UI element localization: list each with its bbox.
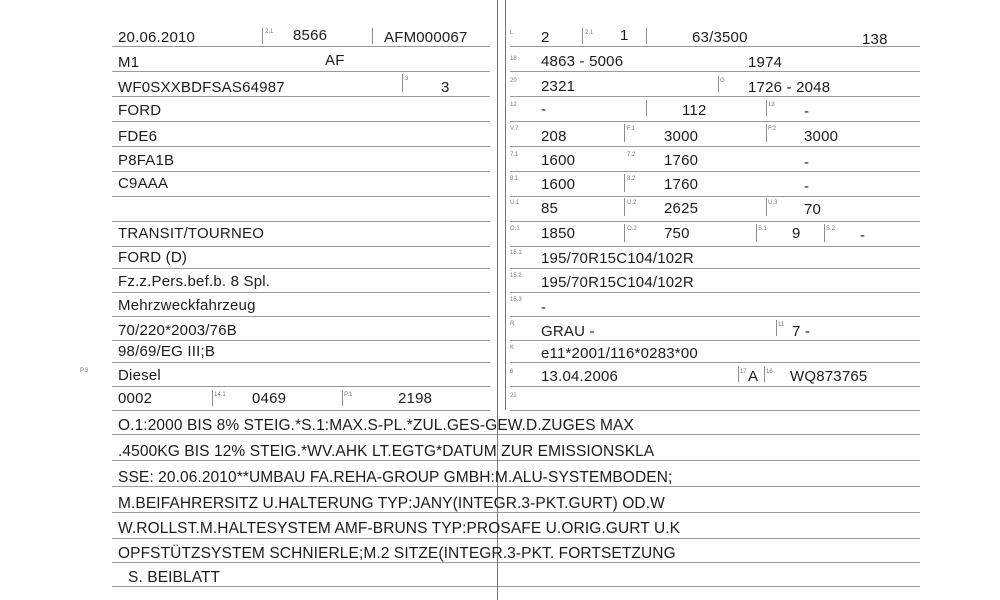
- cell-divider: [372, 28, 373, 44]
- commercial-name: TRANSIT/TOURNEO: [118, 225, 265, 242]
- cell-divider: [776, 320, 777, 336]
- rule: [510, 196, 920, 197]
- tech-mass-2: 3000: [804, 128, 839, 145]
- version: C9AAA: [118, 175, 169, 192]
- field-code: U.3: [768, 200, 778, 206]
- vin: WF0SXXBDFSAS64987: [118, 79, 285, 96]
- u2-value: 2625: [664, 200, 699, 217]
- axle-load-1b: 1760: [664, 152, 699, 169]
- o2-value: 750: [664, 225, 690, 242]
- first-registration-date: 13.04.2006: [541, 368, 619, 385]
- emission-class: 98/69/EG III;B: [118, 343, 216, 360]
- fuel-code: 0002: [118, 390, 153, 407]
- rule: [510, 46, 920, 47]
- rule: [112, 171, 490, 172]
- rule: [510, 71, 920, 72]
- field-code: 7.1: [510, 152, 519, 158]
- center-divider: [505, 0, 506, 410]
- rule: [112, 196, 490, 197]
- field-code: P.3: [80, 368, 89, 374]
- axle-load-2: 1600: [541, 176, 576, 193]
- rule: [510, 146, 920, 147]
- field-code: O.1: [510, 226, 520, 232]
- variant: P8FA1B: [118, 152, 175, 169]
- ec-type-approval: 70/220*2003/76B: [118, 322, 237, 339]
- field-code: 15.1: [510, 250, 522, 256]
- remarks-line: W.ROLLST.M.HALTESYSTEM AMF-BRUNS TYP:PROSAFE U.ORIG.GURT U.K: [118, 520, 681, 537]
- rule: [510, 121, 920, 122]
- axle-load-1: 1600: [541, 152, 576, 169]
- field-code: 16: [766, 369, 773, 375]
- driven-axles: 1: [620, 27, 629, 44]
- field-code: 21: [510, 393, 517, 399]
- manufacturer-code: 8566: [293, 27, 328, 44]
- tyre-size-1: 195/70R15C104/102R: [541, 250, 694, 267]
- field-code: S.1: [758, 226, 768, 232]
- rule: [510, 410, 920, 411]
- issue-date: 20.06.2010: [118, 29, 196, 46]
- width: 1974: [748, 54, 783, 71]
- remarks-line: O.1:2000 BIS 8% STEIG.*S.1:MAX.S-PL.*ZUL.GES-GEW.D.ZUGES MAX: [118, 417, 634, 434]
- vehicle-type: FDE6: [118, 128, 158, 145]
- field-code: 2.1: [265, 29, 274, 35]
- rule: [112, 486, 920, 487]
- seats: 9: [792, 225, 801, 242]
- field-code: 14.1: [214, 392, 226, 398]
- emission-key: 0469: [252, 390, 287, 407]
- rule: [112, 586, 920, 587]
- cell-divider: [646, 100, 647, 116]
- field-code: U.2: [627, 200, 637, 206]
- field-code: 3: [405, 76, 409, 82]
- type-approval-number: e11*2001/116*0283*00: [541, 345, 698, 362]
- length-range: 4863 - 5006: [541, 53, 624, 70]
- wheelbase-range: 1726 - 2048: [748, 79, 831, 96]
- rule: [510, 292, 920, 293]
- rule: [112, 71, 490, 72]
- field-code: O.2: [627, 226, 637, 232]
- r12-value: 112: [682, 102, 707, 119]
- field-code: K: [510, 345, 515, 351]
- rule: [112, 316, 490, 317]
- body-code: AF: [325, 52, 345, 69]
- rule: [510, 362, 920, 363]
- cell-divider: [766, 198, 767, 216]
- remarks-line: S. BEIBLATT: [128, 569, 221, 586]
- cell-divider: [824, 224, 825, 242]
- field-code: R: [510, 321, 515, 327]
- cell-divider: [764, 366, 765, 382]
- cell-divider: [738, 366, 739, 382]
- rule: [112, 246, 490, 247]
- standing-places: -: [860, 227, 866, 244]
- field-code: 20: [510, 78, 517, 84]
- color-code: 7 -: [792, 323, 811, 340]
- field-code: 8.2: [627, 176, 636, 182]
- field-code: 18: [510, 56, 517, 62]
- field-code: 8.1: [510, 176, 519, 182]
- u3-value: 70: [804, 201, 822, 218]
- field-code: L: [510, 30, 514, 36]
- cell-divider: [624, 174, 625, 192]
- height: 2321: [541, 78, 576, 95]
- rule: [112, 121, 490, 122]
- rule: [112, 340, 490, 341]
- vin-check-digit: 3: [441, 79, 450, 96]
- field-code: S.2: [826, 226, 836, 232]
- remarks-line: OPFSTÜTZSYSTEM SCHNIERLE;M.2 SITZE(INTEGR.3-PKT. FORTSETZUNG: [118, 545, 676, 562]
- rule: [112, 96, 490, 97]
- rule: [510, 340, 920, 341]
- rule: [112, 221, 490, 222]
- cell-divider: [756, 224, 757, 242]
- make: FORD: [118, 102, 162, 119]
- max-mass: 208: [541, 128, 567, 145]
- field-code: U.1: [510, 200, 520, 206]
- top-speed: 138: [862, 31, 888, 48]
- field-code: 17: [740, 369, 747, 375]
- axle-load-2-dash: -: [804, 178, 810, 195]
- rule: [112, 512, 920, 513]
- field-code: F.1: [627, 126, 636, 132]
- rule: [112, 434, 920, 435]
- cell-divider: [718, 76, 719, 92]
- rule: [510, 96, 920, 97]
- field-code: G: [720, 78, 725, 84]
- r12-dash: -: [541, 101, 547, 118]
- rule: [112, 386, 490, 387]
- rule: [112, 46, 490, 47]
- power-rpm: 63/3500: [692, 29, 748, 46]
- field-code: 15.3: [510, 297, 522, 303]
- rule: [510, 268, 920, 269]
- vehicle-class: M1: [118, 54, 140, 71]
- rule: [112, 562, 920, 563]
- remarks-line: .4500KG BIS 12% STEIG.*WV.AHK LT.EGTG*DATUM ZUR EMISSIONSKLA: [118, 443, 655, 460]
- body-type: Mehrzweckfahrzeug: [118, 297, 256, 314]
- tyre-size-3: -: [541, 299, 547, 316]
- o1-value: 1850: [541, 225, 576, 242]
- rule: [112, 362, 490, 363]
- field-code: 11: [778, 322, 785, 328]
- color: GRAU -: [541, 323, 595, 340]
- remarks-line: SSE: 20.06.2010**UMBAU FA.REHA-GROUP GMBH:M.ALU-SYSTEMBODEN;: [118, 469, 673, 486]
- displacement: 2198: [398, 390, 433, 407]
- registration-number: WQ873765: [790, 368, 868, 385]
- cell-divider: [624, 198, 625, 216]
- field-code: 6: [510, 369, 514, 375]
- rule: [510, 246, 920, 247]
- cell-divider: [646, 28, 647, 44]
- field-code: P.1: [344, 392, 353, 398]
- cell-divider: [766, 124, 767, 142]
- tech-mass: 3000: [664, 128, 699, 145]
- cell-divider: [624, 124, 625, 142]
- cell-divider: [582, 28, 583, 44]
- axles: 2: [541, 29, 550, 46]
- vehicle-kind: Fz.z.Pers.bef.b. 8 Spl.: [118, 273, 271, 290]
- rule: [510, 386, 920, 387]
- cell-divider: [212, 390, 213, 406]
- field-code: 2.1: [585, 30, 594, 36]
- rule: [112, 268, 490, 269]
- axle-load-2b: 1760: [664, 176, 699, 193]
- fuel: Diesel: [118, 367, 161, 384]
- remarks-line: M.BEIFAHRERSITZ U.HALTERUNG TYP:JANY(INTEGR.3-PKT.GURT) OD.W: [118, 495, 665, 512]
- rule: [510, 221, 920, 222]
- cell-divider: [766, 100, 767, 116]
- rule: [112, 410, 490, 411]
- cell-divider: [402, 74, 403, 92]
- field-code: V.7: [510, 126, 519, 132]
- rule: [112, 538, 920, 539]
- field-code: 12: [510, 102, 517, 108]
- u1-value: 85: [541, 200, 559, 217]
- cell-divider: [342, 390, 343, 406]
- field-code: 7.2: [627, 152, 636, 158]
- rule: [112, 460, 920, 461]
- rule: [112, 146, 490, 147]
- field-code: 15.2: [510, 273, 522, 279]
- rule: [510, 171, 920, 172]
- cell-divider: [624, 224, 625, 242]
- rule: [510, 316, 920, 317]
- manufacturer: FORD (D): [118, 249, 188, 266]
- axle-load-1-dash: -: [804, 154, 810, 171]
- r12-dash-2: -: [804, 103, 810, 120]
- tyre-size-2: 195/70R15C104/102R: [541, 274, 694, 291]
- cell-divider: [262, 28, 263, 44]
- document-number: AFM000067: [384, 29, 468, 46]
- field-code: F.2: [768, 126, 777, 132]
- registration-letter: A: [748, 368, 759, 385]
- rule: [112, 292, 490, 293]
- field-code: 13: [768, 102, 775, 108]
